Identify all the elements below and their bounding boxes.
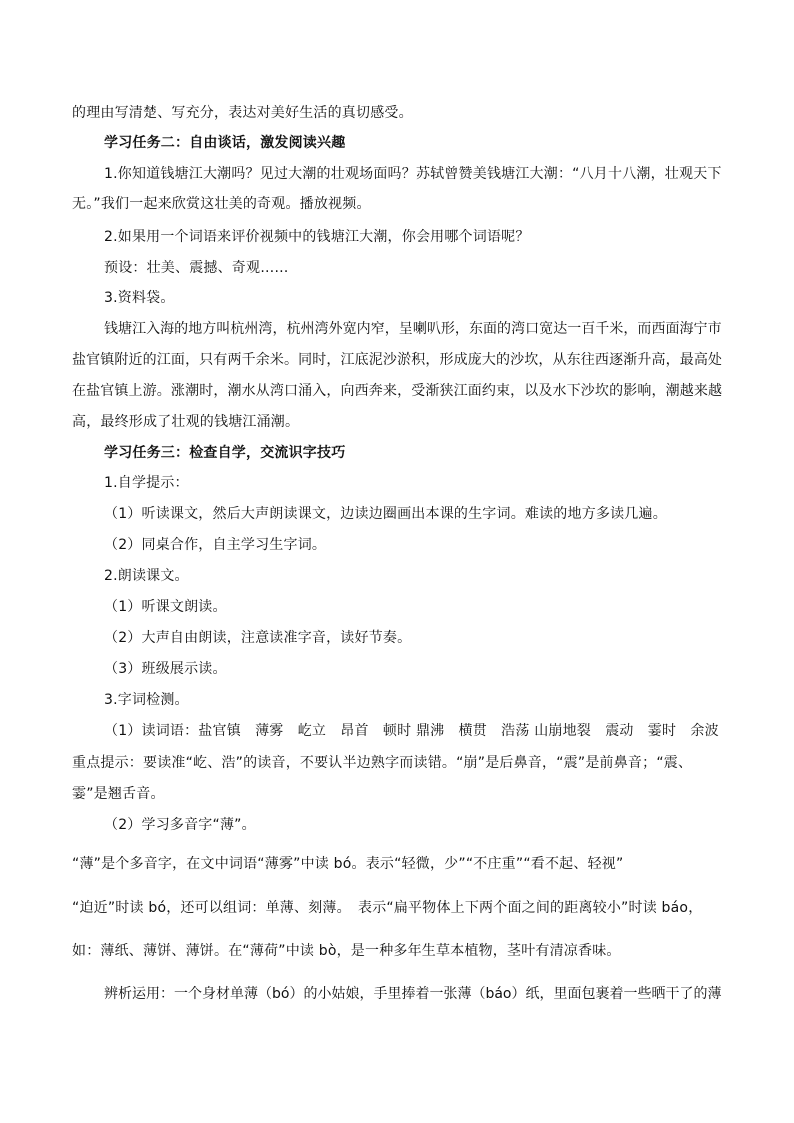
- paragraph-line: 2.朗读课文。: [104, 568, 189, 584]
- paragraph-line: 高，最终形成了壮观的钱塘江涌潮。: [72, 414, 300, 430]
- paragraph-line: 无。”我们一起来欣赏这壮美的奇观。播放视频。: [72, 196, 371, 212]
- paragraph-line: 1.你知道钱塘江大潮吗？见过大潮的壮观场面吗？苏轼曾赞美钱塘江大潮：“八月十八潮，壮观天下: [104, 166, 722, 182]
- paragraph-line: 辨析运用：一个身材单薄（bó）的小姑娘，手里捧着一张薄（báo）纸，里面包裹着一些晒干了的薄: [104, 986, 722, 1002]
- paragraph-line: 2.如果用一个词语来评价视频中的钱塘江大潮，你会用哪个词语呢？: [104, 229, 530, 245]
- paragraph-line: 霎”是翘舌音。: [72, 786, 165, 802]
- paragraph-line: （3）班级展示读。: [104, 661, 227, 677]
- paragraph-line: 的理由写清楚、写充分，表达对美好生活的真切感受。: [72, 105, 413, 121]
- paragraph-line: 3.资料袋。: [104, 290, 175, 306]
- paragraph-line: （2）学习多音字“薄”。: [104, 817, 256, 833]
- paragraph-line: 在盐官镇上游。涨潮时，潮水从湾口涌入，向西奔来，受渐狭江面约束，以及水下沙坎的影响，潮越来越: [72, 383, 723, 399]
- paragraph-line: “薄”是个多音字，在文中词语“薄雾”中读 bó。表示“轻微，少”“不庄重”“看不起、轻视”: [72, 856, 624, 872]
- paragraph-line: （1）读词语：盐官镇 薄雾 屹立 昂首 顿时 鼎沸 横贯 浩荡 山崩地裂 震动 霎时 余波: [104, 723, 719, 739]
- paragraph-line: 钱塘江入海的地方叫杭州湾，杭州湾外宽内窄，呈喇叭形，东面的湾口宽达一百千米，而西面海宁市: [104, 321, 722, 337]
- paragraph-line: 预设：壮美、震撼、奇观……: [104, 260, 289, 276]
- section-heading-task-two: 学习任务二：自由谈话，激发阅读兴趣: [104, 135, 346, 151]
- paragraph-line: 3.字词检测。: [104, 692, 189, 708]
- paragraph-line: （1）听读课文，然后大声朗读课文，边读边圈画出本课的生字词。难读的地方多读几遍。: [104, 506, 667, 522]
- paragraph-line: （2）同桌合作，自主学习生字词。: [104, 537, 327, 553]
- paragraph-line: （1）听课文朗读。: [104, 599, 227, 615]
- paragraph-line: “迫近”时读 bó，还可以组词：单薄、刻薄。 表示“扁平物体上下两个面之间的距离较小”时读 báo，: [72, 900, 703, 916]
- paragraph-line: 盐官镇附近的江面，只有两千余米。同时，江底泥沙淤积，形成庞大的沙坎，从东往西逐渐升高，最高处: [72, 352, 723, 368]
- paragraph-line: （2）大声自由朗读，注意读准字音，读好节奏。: [104, 630, 412, 646]
- paragraph-line: 重点提示：要读准“屹、浩”的读音，不要认半边熟字而读错。“崩”是后鼻音，“震”是前鼻音；“震、: [72, 755, 693, 771]
- paragraph-line: 1.自学提示：: [104, 475, 189, 491]
- section-heading-task-three: 学习任务三：检查自学，交流识字技巧: [104, 445, 346, 461]
- paragraph-line: 如：薄纸、薄饼、薄饼。在“薄荷”中读 bò，是一种多年生草本植物，茎叶有清凉香味。: [72, 943, 621, 959]
